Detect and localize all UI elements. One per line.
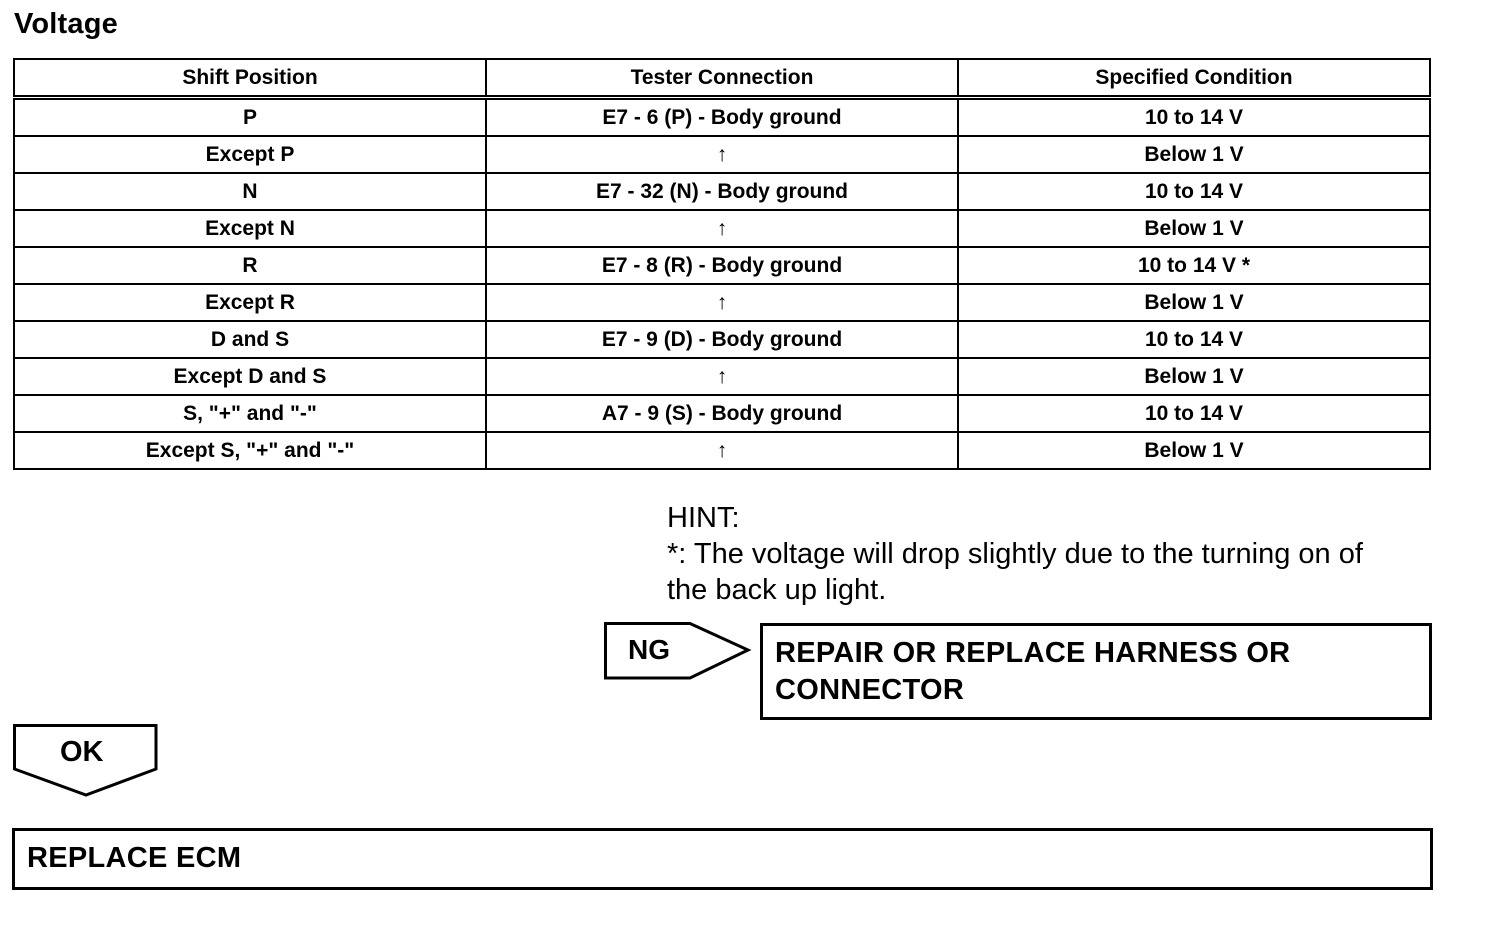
hint-text-line: *: The voltage will drop slightly due to the turning on of xyxy=(667,538,1363,570)
table-row xyxy=(14,284,1430,321)
table-row xyxy=(14,210,1430,247)
tester-connection-cell: A7 - 9 (S) - Body ground xyxy=(486,395,958,432)
ok-label: OK xyxy=(60,736,104,768)
table-row xyxy=(14,432,1430,469)
shift-position-cell: Except R xyxy=(14,284,486,321)
ok-action-box xyxy=(12,828,1433,890)
hint-text-line: the back up light. xyxy=(667,574,887,606)
table-row xyxy=(14,247,1430,284)
specified-condition-cell: 10 to 14 V * xyxy=(958,247,1430,284)
shift-position-cell: Except P xyxy=(14,136,486,173)
table-row xyxy=(14,395,1430,432)
table-row xyxy=(14,98,1430,137)
ng-branch-tag xyxy=(604,622,752,680)
same-as-above-arrow-icon: ↑ xyxy=(486,284,958,321)
table-header-row xyxy=(14,59,1430,98)
table-row xyxy=(14,358,1430,395)
same-as-above-arrow-icon: ↑ xyxy=(486,210,958,247)
tester-connection-cell: E7 - 9 (D) - Body ground xyxy=(486,321,958,358)
same-as-above-arrow-icon: ↑ xyxy=(486,136,958,173)
voltage-spec-table xyxy=(13,58,1431,470)
table-row xyxy=(14,173,1430,210)
shift-position-cell: P xyxy=(14,98,486,137)
ng-action-line: CONNECTOR xyxy=(775,674,965,706)
same-as-above-arrow-icon: ↑ xyxy=(486,432,958,469)
section-title: Voltage xyxy=(14,8,118,40)
right-arrow-tag-icon xyxy=(604,622,752,680)
shift-position-cell: Except S, "+" and "-" xyxy=(14,432,486,469)
shift-position-cell: Except N xyxy=(14,210,486,247)
shift-position-cell: N xyxy=(14,173,486,210)
shift-position-cell: D and S xyxy=(14,321,486,358)
header-tester-connection: Tester Connection xyxy=(486,59,958,98)
specified-condition-cell: 10 to 14 V xyxy=(958,321,1430,358)
ok-branch-tag xyxy=(13,724,159,798)
ng-action-box xyxy=(760,623,1432,720)
ng-action-line: REPAIR OR REPLACE HARNESS OR xyxy=(775,637,1291,669)
specified-condition-cell: 10 to 14 V xyxy=(958,395,1430,432)
specified-condition-cell: Below 1 V xyxy=(958,136,1430,173)
hint-note xyxy=(667,500,1363,608)
ok-action-text: REPLACE ECM xyxy=(27,842,242,874)
specified-condition-cell: Below 1 V xyxy=(958,210,1430,247)
shift-position-cell: R xyxy=(14,247,486,284)
tester-connection-cell: E7 - 32 (N) - Body ground xyxy=(486,173,958,210)
tester-connection-cell: E7 - 8 (R) - Body ground xyxy=(486,247,958,284)
table-row xyxy=(14,136,1430,173)
header-specified-condition: Specified Condition xyxy=(958,59,1430,98)
ng-label: NG xyxy=(628,634,670,665)
specified-condition-cell: 10 to 14 V xyxy=(958,98,1430,137)
specified-condition-cell: Below 1 V xyxy=(958,358,1430,395)
shift-position-cell: S, "+" and "-" xyxy=(14,395,486,432)
hint-title: HINT: xyxy=(667,502,740,534)
shift-position-cell: Except D and S xyxy=(14,358,486,395)
header-shift-position: Shift Position xyxy=(14,59,486,98)
specified-condition-cell: 10 to 14 V xyxy=(958,173,1430,210)
same-as-above-arrow-icon: ↑ xyxy=(486,358,958,395)
specified-condition-cell: Below 1 V xyxy=(958,432,1430,469)
table-row xyxy=(14,321,1430,358)
specified-condition-cell: Below 1 V xyxy=(958,284,1430,321)
tester-connection-cell: E7 - 6 (P) - Body ground xyxy=(486,98,958,137)
